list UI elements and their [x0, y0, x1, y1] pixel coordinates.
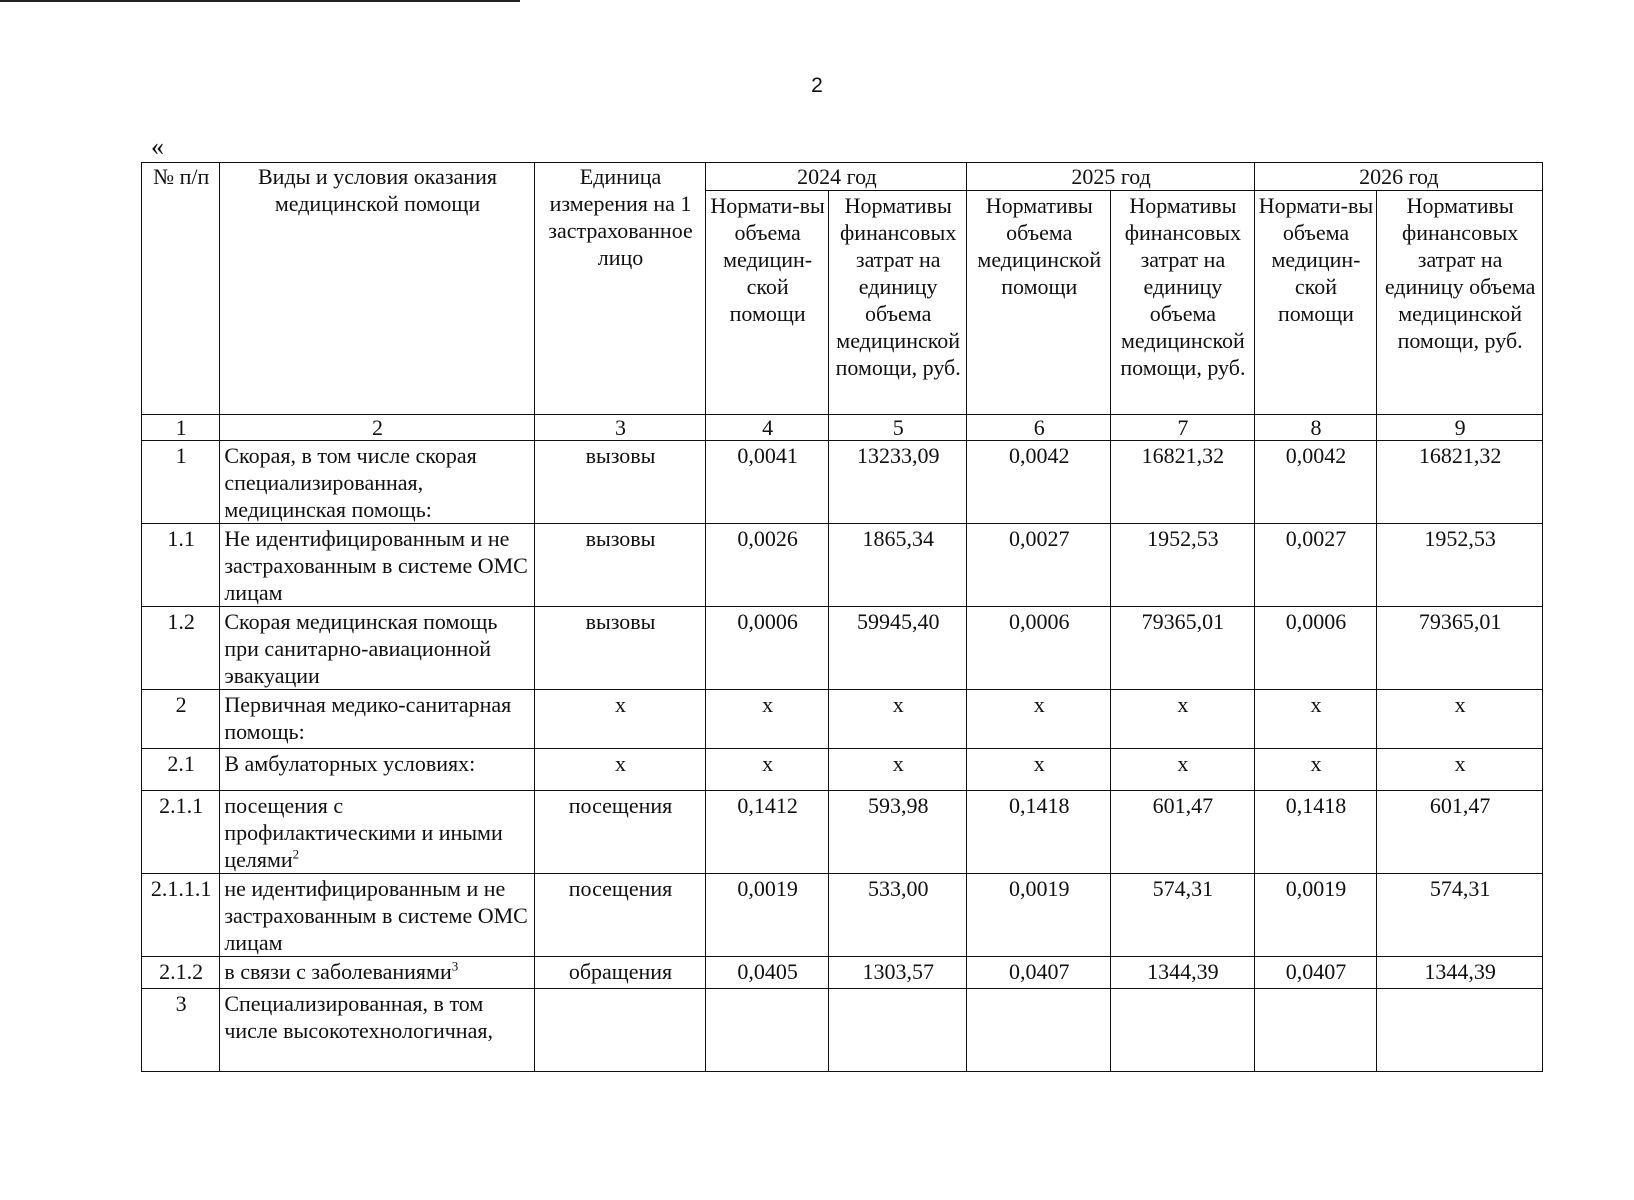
row-cost-2024: 1865,34	[828, 524, 967, 607]
row-unit: х	[534, 690, 706, 749]
header-year-2026: 2026 год	[1254, 163, 1542, 191]
page-number: 2	[811, 74, 823, 97]
row-volume-2025: 0,0019	[967, 874, 1111, 957]
row-cost-2025: х	[1111, 690, 1255, 749]
row-cost-2024: х	[828, 749, 967, 791]
table-row	[142, 607, 1543, 690]
top-border-line	[0, 0, 520, 2]
header-year-2025: 2025 год	[967, 163, 1254, 191]
table-row	[142, 524, 1543, 607]
row-volume-2024: 0,1412	[706, 791, 829, 874]
table-row	[142, 791, 1543, 874]
row-cost-2025: 574,31	[1111, 874, 1255, 957]
row-kind	[220, 957, 534, 989]
row-cost-2025: 16821,32	[1111, 441, 1255, 524]
row-number: 1	[142, 441, 220, 524]
row-kind	[220, 749, 534, 791]
row-kind-text: не идентифицированным и не застрахованным в системе ОМС лицам	[224, 876, 528, 955]
row-cost-2026	[1377, 989, 1543, 1072]
row-number: 2.1	[142, 749, 220, 791]
row-volume-2026: 0,1418	[1254, 791, 1377, 874]
row-number: 1.2	[142, 607, 220, 690]
header-col-unit: Единица измерения на 1 застрахованное лицо	[534, 163, 706, 415]
row-cost-2026: 79365,01	[1377, 607, 1543, 690]
table-row	[142, 957, 1543, 989]
column-number: 9	[1377, 415, 1543, 441]
row-volume-2025: 0,1418	[967, 791, 1111, 874]
row-volume-2026: х	[1254, 690, 1377, 749]
subheader-cost-2026: Нормативы финансовых затрат на единицу объема медицинской помощи, руб.	[1377, 191, 1543, 415]
row-number: 2.1.2	[142, 957, 220, 989]
row-cost-2026: х	[1377, 749, 1543, 791]
subheader-cost-2024: Нормативы финансовых затрат на единицу объема медицинской помощи, руб.	[828, 191, 967, 415]
row-volume-2026: 0,0019	[1254, 874, 1377, 957]
row-kind-text: Первичная медико-санитарная помощь:	[224, 692, 512, 744]
row-volume-2024	[706, 989, 829, 1072]
column-number: 5	[828, 415, 967, 441]
footnote-marker: 3	[451, 958, 459, 974]
row-kind	[220, 989, 534, 1072]
opening-quote-mark: «	[151, 132, 164, 161]
row-volume-2024: 0,0026	[706, 524, 829, 607]
row-kind-text: Скорая медицинская помощь при санитарно-авиационной эвакуации	[224, 609, 498, 688]
row-cost-2024: 1303,57	[828, 957, 967, 989]
row-cost-2025: х	[1111, 749, 1255, 791]
row-cost-2026: 601,47	[1377, 791, 1543, 874]
row-cost-2025	[1111, 989, 1255, 1072]
row-volume-2026	[1254, 989, 1377, 1072]
row-kind	[220, 441, 534, 524]
header-row-years	[142, 163, 1543, 191]
column-number: 4	[706, 415, 829, 441]
row-volume-2024: 0,0006	[706, 607, 829, 690]
row-volume-2024: 0,0019	[706, 874, 829, 957]
column-number: 8	[1254, 415, 1377, 441]
row-number: 2	[142, 690, 220, 749]
row-volume-2024: х	[706, 749, 829, 791]
row-volume-2026: 0,0006	[1254, 607, 1377, 690]
column-number-row	[142, 415, 1543, 441]
column-number: 6	[967, 415, 1111, 441]
subheader-cost-2025: Нормативы финансовых затрат на единицу объема медицинской помощи, руб.	[1111, 191, 1255, 415]
row-unit: обращения	[534, 957, 706, 989]
row-volume-2025	[967, 989, 1111, 1072]
subheader-volume-2026: Нормати-вы объема медицин-ской помощи	[1254, 191, 1377, 415]
row-cost-2025: 1952,53	[1111, 524, 1255, 607]
header-year-2024: 2024 год	[706, 163, 967, 191]
header-col-number: № п/п	[142, 163, 220, 415]
row-unit: посещения	[534, 791, 706, 874]
table-row	[142, 690, 1543, 749]
row-cost-2024: 13233,09	[828, 441, 967, 524]
subheader-volume-2025: Нормативы объема медицинской помощи	[967, 191, 1111, 415]
row-cost-2024: 533,00	[828, 874, 967, 957]
header-col-kind: Виды и условия оказания медицинской помощи	[220, 163, 534, 415]
row-volume-2025: 0,0042	[967, 441, 1111, 524]
row-volume-2026: 0,0027	[1254, 524, 1377, 607]
row-kind	[220, 791, 534, 874]
row-cost-2025: 1344,39	[1111, 957, 1255, 989]
table-row	[142, 874, 1543, 957]
row-cost-2026: 1344,39	[1377, 957, 1543, 989]
row-kind	[220, 607, 534, 690]
row-unit: х	[534, 749, 706, 791]
row-unit: посещения	[534, 874, 706, 957]
table-row	[142, 441, 1543, 524]
row-volume-2025: 0,0027	[967, 524, 1111, 607]
row-unit: вызовы	[534, 524, 706, 607]
table-row	[142, 749, 1543, 791]
row-unit: вызовы	[534, 441, 706, 524]
column-number: 1	[142, 415, 220, 441]
row-cost-2026: х	[1377, 690, 1543, 749]
row-cost-2024: 59945,40	[828, 607, 967, 690]
row-volume-2025: х	[967, 749, 1111, 791]
row-cost-2026: 574,31	[1377, 874, 1543, 957]
row-number: 2.1.1.1	[142, 874, 220, 957]
footnote-marker: 2	[292, 846, 300, 862]
row-volume-2024: 0,0041	[706, 441, 829, 524]
row-volume-2026: 0,0042	[1254, 441, 1377, 524]
table-row	[142, 989, 1543, 1072]
row-volume-2026: 0,0407	[1254, 957, 1377, 989]
row-kind	[220, 690, 534, 749]
row-cost-2024: 593,98	[828, 791, 967, 874]
row-cost-2024: х	[828, 690, 967, 749]
row-number: 3	[142, 989, 220, 1072]
row-number: 2.1.1	[142, 791, 220, 874]
row-kind-text: Скорая, в том числе скорая специализированная, медицинская помощь:	[224, 443, 477, 522]
subheader-volume-2024: Нормати-вы объема медицин-ской помощи	[706, 191, 829, 415]
row-kind-text: Не идентифицированным и не застрахованным в системе ОМС лицам	[224, 526, 528, 605]
row-kind	[220, 524, 534, 607]
row-number: 1.1	[142, 524, 220, 607]
row-kind	[220, 874, 534, 957]
column-number: 2	[220, 415, 534, 441]
row-kind-text: в связи с заболеваниями	[224, 959, 452, 984]
row-volume-2024: 0,0405	[706, 957, 829, 989]
row-cost-2024	[828, 989, 967, 1072]
row-cost-2025: 601,47	[1111, 791, 1255, 874]
medical-care-standards-table	[141, 162, 1543, 1072]
column-number: 7	[1111, 415, 1255, 441]
row-volume-2025: 0,0006	[967, 607, 1111, 690]
row-cost-2026: 16821,32	[1377, 441, 1543, 524]
row-kind-text: В амбулаторных условиях:	[224, 751, 476, 776]
row-unit: вызовы	[534, 607, 706, 690]
row-kind-text: Специализированная, в том числе высокотехнологичная,	[224, 991, 493, 1043]
row-volume-2025: х	[967, 690, 1111, 749]
row-volume-2024: х	[706, 690, 829, 749]
row-volume-2026: х	[1254, 749, 1377, 791]
row-volume-2025: 0,0407	[967, 957, 1111, 989]
row-cost-2025: 79365,01	[1111, 607, 1255, 690]
row-cost-2026: 1952,53	[1377, 524, 1543, 607]
row-kind-text: посещения с профилактическими и иными целями	[224, 793, 503, 872]
column-number: 3	[534, 415, 706, 441]
row-unit	[534, 989, 706, 1072]
